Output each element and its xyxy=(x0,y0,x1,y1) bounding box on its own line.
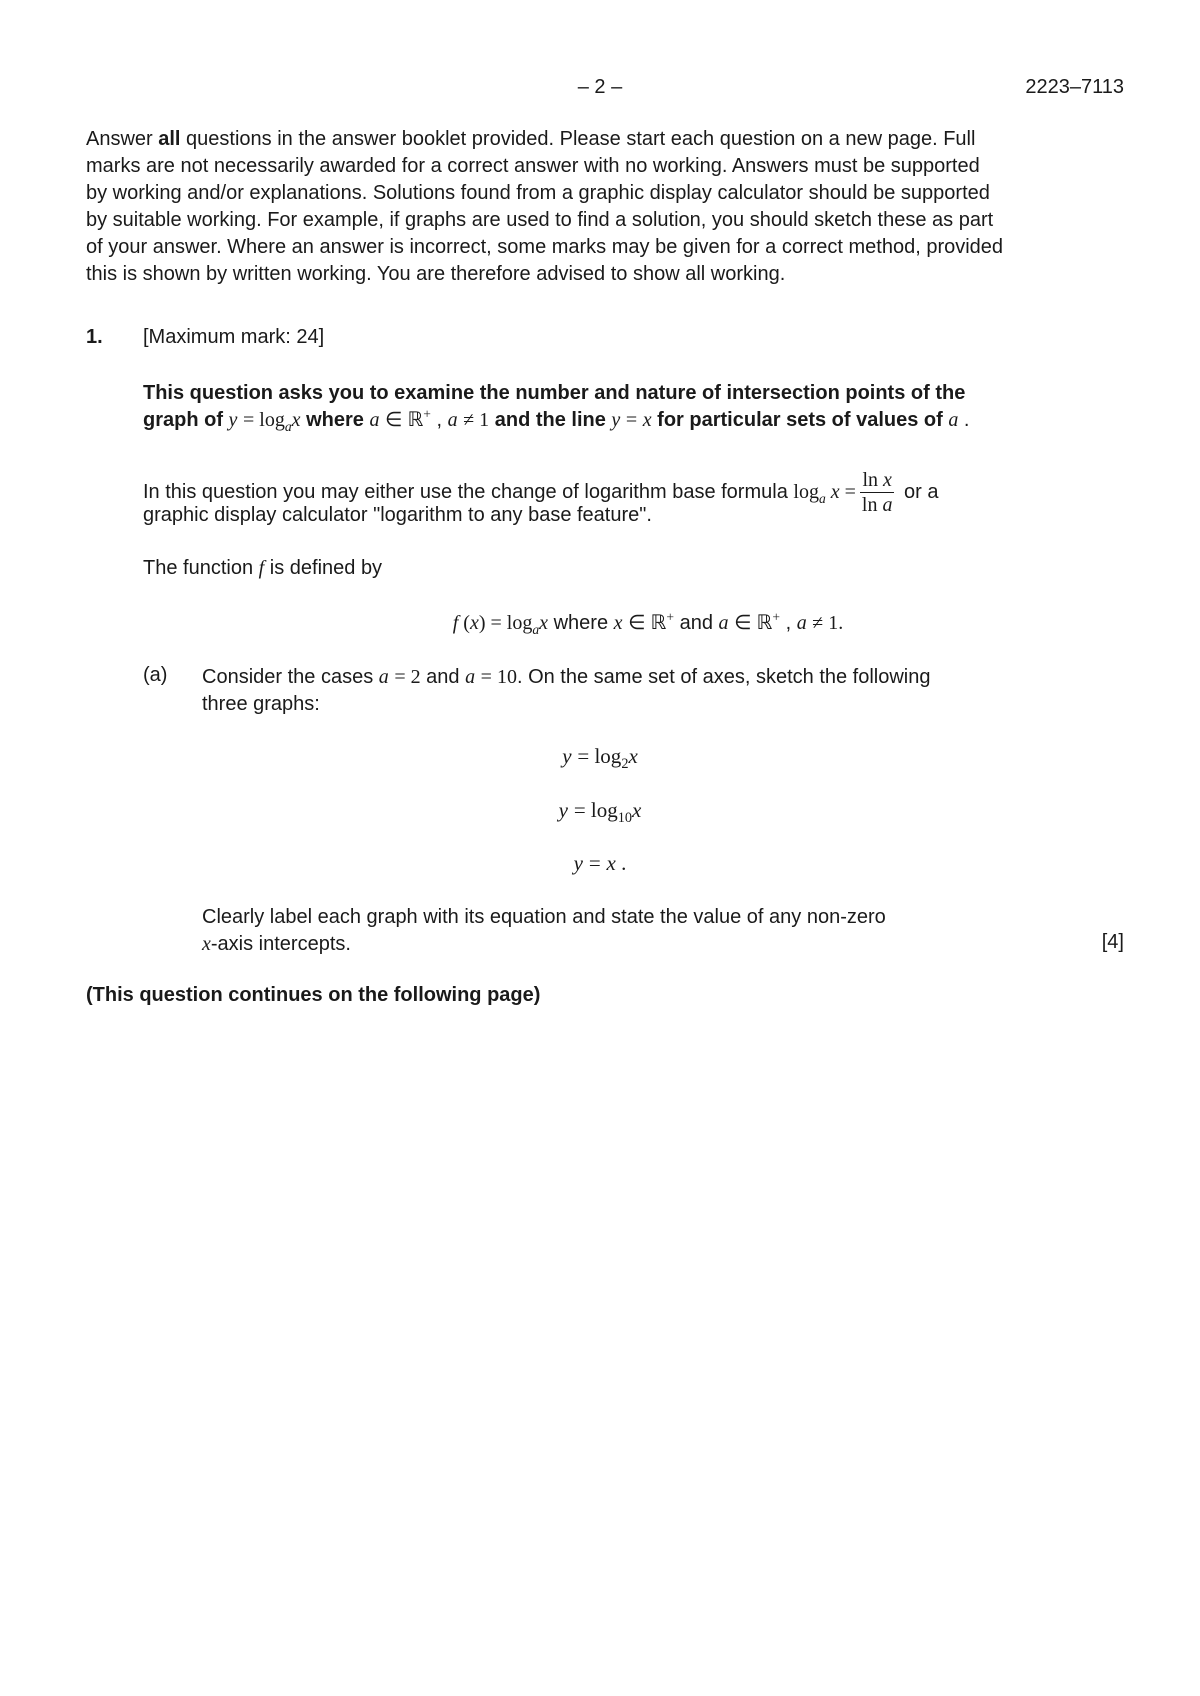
continues-note: (This question continues on the following page) xyxy=(86,984,541,1006)
intro-line: graph of $y = \log_ax$ where a ∈ ℝ+ , a ≠ 1 and the line y = x for particular sets of values of a . xyxy=(143,406,970,434)
ln-fraction: $\frac{\text{ln x}}{\text{ln a}}$ xyxy=(861,469,893,517)
equation-line: y = x . xyxy=(573,851,627,875)
part-a-text xyxy=(202,664,1152,718)
change-base-line1: In this question you may either use the change of logarithm base formula $\log_a x$ = $\frac{\text{ln x}}{\text{ln a}}$ or a xyxy=(143,469,939,517)
equation-log2: $y = \log_2x$ xyxy=(562,744,638,773)
instructions-line: Answer all questions in the answer booklet provided. Please start each question on a new page. Full xyxy=(86,128,976,150)
instructions-bold: all xyxy=(158,128,181,150)
part-a-instruction-line: Clearly label each graph with its equation and state the value of any non-zero xyxy=(202,906,886,928)
question-number: 1. xyxy=(86,326,103,348)
max-mark: [Maximum mark: 24] xyxy=(143,326,325,348)
equation-log10: $y = \log_{10}x$ xyxy=(558,798,642,827)
part-a-line: Consider the cases a = 2 and a = 10. On the same set of axes, sketch the following xyxy=(202,666,931,688)
function-intro: The function f is defined by xyxy=(143,557,383,579)
question-intro xyxy=(143,380,1153,434)
instructions-line: by working and/or explanations. Solutions found from a graphic display calculator should be supported xyxy=(86,182,990,204)
instructions-line: marks are not necessarily awarded for a correct answer with no working. Answers must be supported xyxy=(86,155,980,177)
function-definition: f $(x) = \log_ax$ where x ∈ ℝ+ and a ∈ ℝ+ , a ≠ 1. xyxy=(452,609,844,637)
part-a-line: three graphs: xyxy=(202,693,320,715)
instructions-line: of your answer. Where an answer is incorrect, some marks may be given for a correct method, provided xyxy=(86,236,1004,258)
intro-line: This question asks you to examine the number and nature of intersection points of the xyxy=(143,382,966,404)
part-a-instruction xyxy=(202,904,1102,958)
instructions-line: this is shown by written working. You are therefore advised to show all working. xyxy=(86,263,786,285)
part-a-marks: [4] xyxy=(1101,931,1124,953)
instructions xyxy=(86,126,1146,288)
instructions-line: by suitable working. For example, if graphs are used to find a solution, you should sketch these as part xyxy=(86,209,994,231)
part-a-label: (a) xyxy=(143,664,168,686)
exam-code: 2223–7113 xyxy=(1025,76,1124,98)
log-formula: $\log_a x$ = xyxy=(793,481,856,506)
change-base-line2: graphic display calculator "logarithm to any base feature". xyxy=(143,504,652,526)
page-number: – 2 – xyxy=(577,76,623,98)
part-a-instruction-line: x-axis intercepts. xyxy=(202,933,351,955)
